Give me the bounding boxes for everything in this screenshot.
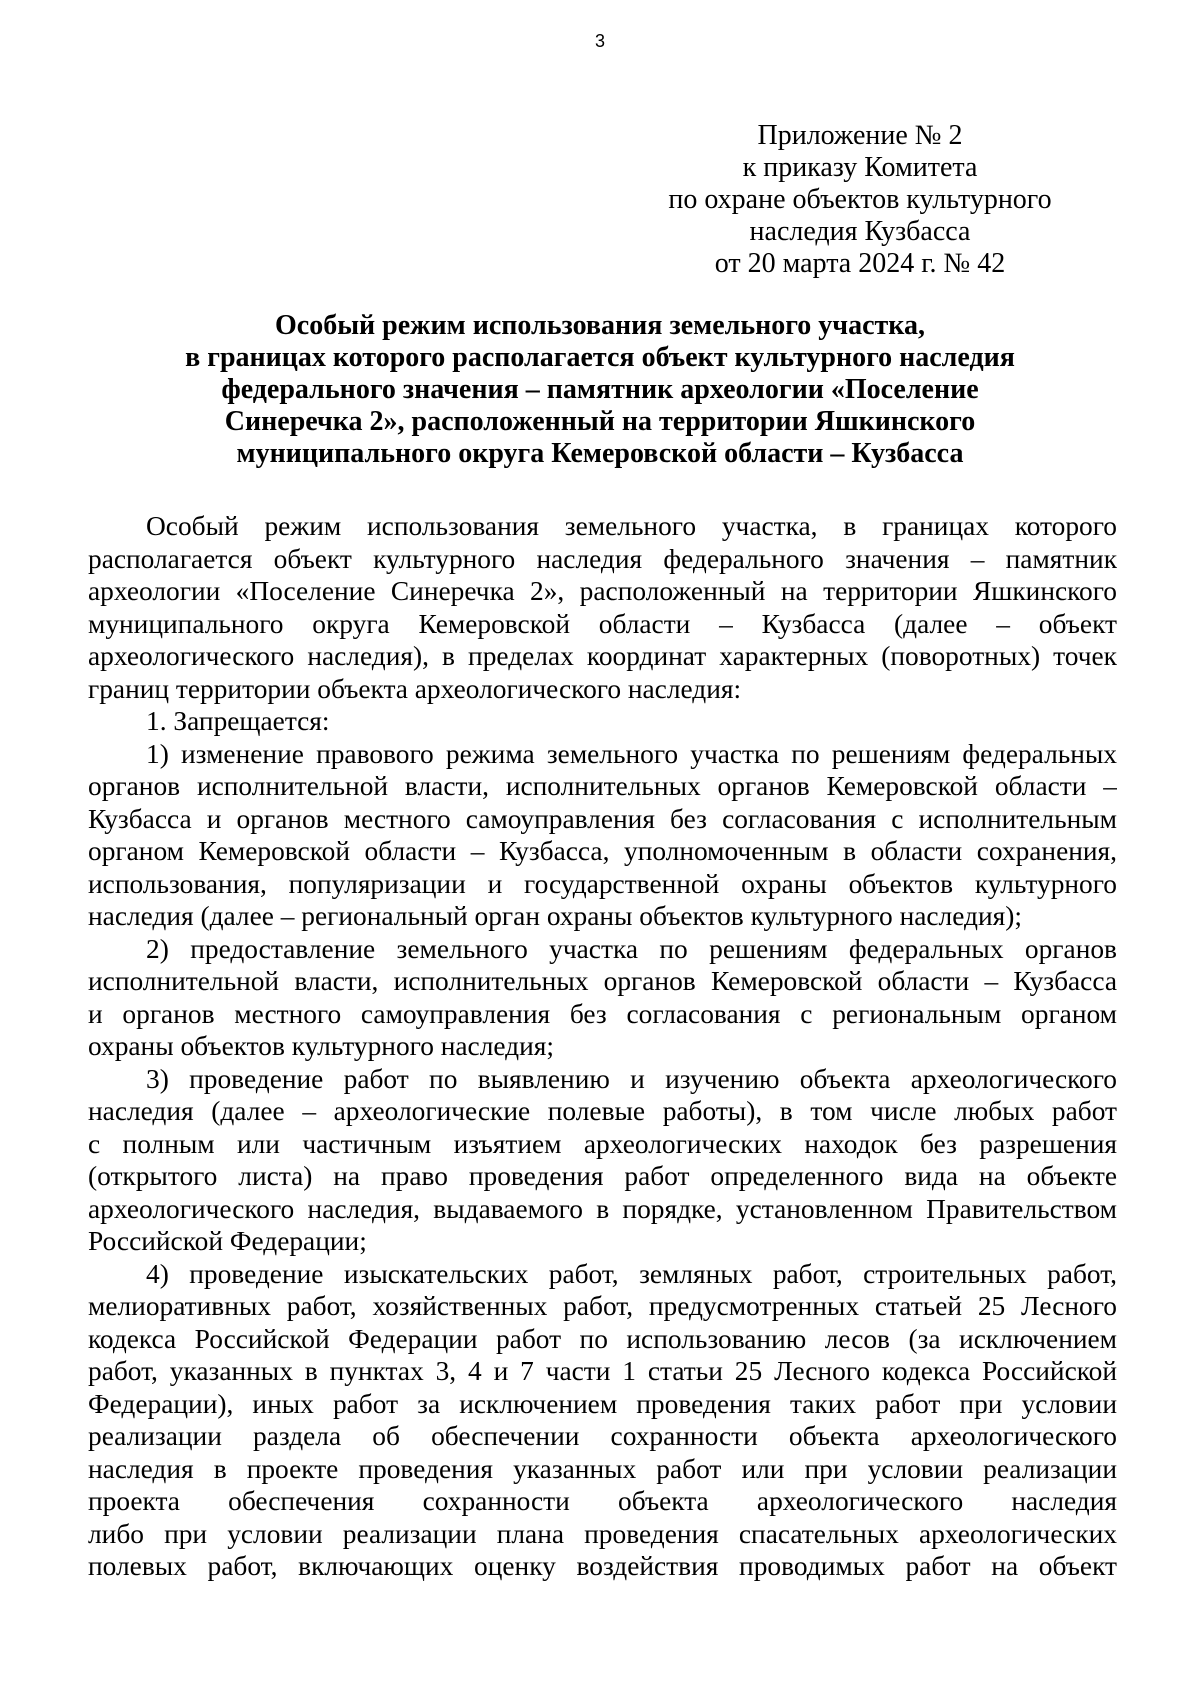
body-line: археологического наследия, выдаваемого в порядке, установленном Правительством [88, 1193, 1117, 1224]
appendix-line: наследия Кузбасса [749, 216, 971, 247]
title-line: федерального значения – памятник археологии «Поселение [221, 374, 979, 405]
appendix-line: по охране объектов культурного [668, 184, 1052, 215]
body-line: мелиоративных работ, хозяйственных работ, предусмотренных статьей 25 Лесного [88, 1291, 1117, 1321]
body-line: наследия (далее – археологические полевые работы), в том числе любых работ [88, 1096, 1117, 1126]
title-line: муниципального округа Кемеровской области – Кузбасса [236, 438, 964, 469]
title-line: Синеречка 2», расположенный на территории Яшкинского [224, 406, 976, 437]
body-line: органов исполнительной власти, исполнительных органов Кемеровской области – [88, 771, 1117, 801]
body-line: 1. Запрещается: [146, 706, 330, 736]
body-line: наследия (далее – региональный орган охраны объектов культурного наследия); [88, 901, 1022, 931]
appendix-line: Приложение № 2 [757, 120, 963, 151]
body-line: Кузбасса и органов местного самоуправления без согласования с исполнительным [88, 803, 1117, 834]
body-line: границ территории объекта археологического наследия: [88, 673, 742, 704]
body-line: археологии «Поселение Синеречка 2», расположенный на территории Яшкинского [88, 576, 1117, 606]
body-line: Российской Федерации; [88, 1226, 367, 1256]
body-line: Особый режим использования земельного участка, в границах которого [146, 511, 1117, 541]
body-line: 1) изменение правового режима земельного участка по решениям федеральных [146, 738, 1117, 769]
body-line: либо при условии реализации плана проведения спасательных археологических [88, 1518, 1117, 1549]
title-line: в границах которого располагается объект культурного наследия [185, 342, 1015, 373]
body-line: реализации раздела об обеспечении сохранности объекта археологического [88, 1421, 1117, 1451]
appendix-block [600, 120, 1120, 280]
body-line: охраны объектов культурного наследия; [88, 1031, 554, 1061]
body-line: органом Кемеровской области – Кузбасса, уполномоченным в области сохранения, [88, 836, 1117, 866]
body-line: Федерации), иных работ за исключением проведения таких работ при условии [88, 1388, 1117, 1419]
document-title [100, 310, 1100, 470]
body-line: 2) предоставление земельного участка по решениям федеральных органов [146, 933, 1117, 964]
body-line: кодекса Российской Федерации работ по использованию лесов (за исключением [88, 1323, 1117, 1354]
body-line: (открытого листа) на право проведения работ определенного вида на объекте [88, 1161, 1117, 1191]
body-line: полевых работ, включающих оценку воздействия проводимых работ на объект [88, 1551, 1117, 1581]
body-line: исполнительной власти, исполнительных органов Кемеровской области – Кузбасса [88, 966, 1117, 996]
body-line: 4) проведение изыскательских работ, земляных работ, строительных работ, [146, 1258, 1117, 1289]
body-line: археологического наследия), в пределах координат характерных (поворотных) точек [88, 641, 1117, 671]
appendix-line: к приказу Комитета [742, 152, 978, 183]
body-line: с полным или частичным изъятием археологических находок без разрешения [88, 1128, 1117, 1159]
appendix-line: от 20 марта 2024 г. № 42 [714, 248, 1006, 279]
body-line: располагается объект культурного наследия федерального значения – памятник [88, 543, 1117, 574]
body-line: работ, указанных в пунктах 3, 4 и 7 части 1 статьи 25 Лесного кодекса Российской [88, 1356, 1117, 1386]
body-line: 3) проведение работ по выявлению и изучению объекта археологического [146, 1063, 1117, 1094]
body-line: использования, популяризации и государственной охраны объектов культурного [88, 868, 1117, 899]
page-number: 3 [594, 31, 605, 51]
body-line: наследия в проекте проведения указанных работ или при условии реализации [88, 1453, 1117, 1484]
document-body [88, 510, 1117, 1583]
title-line: Особый режим использования земельного участка, [274, 310, 925, 341]
body-line: проекта обеспечения сохранности объекта археологического наследия [88, 1486, 1117, 1516]
body-line: муниципального округа Кемеровской области – Кузбасса (далее – объект [88, 608, 1117, 639]
body-line: и органов местного самоуправления без согласования с региональным органом [88, 998, 1117, 1029]
